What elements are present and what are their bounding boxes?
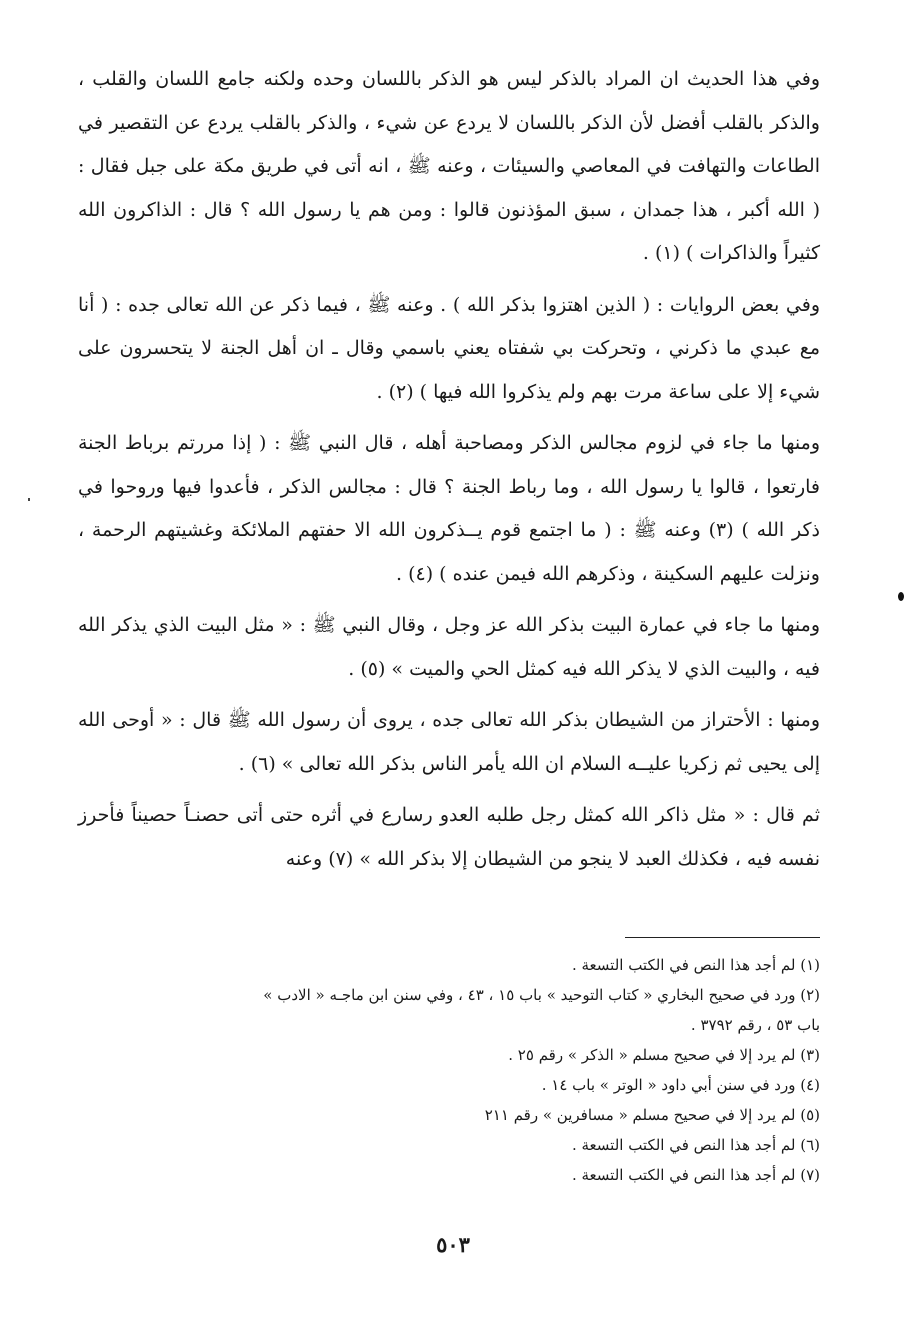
footnote-6: (٦) لم أجد هذا النص في الكتب التسعة . [571,1136,820,1154]
footnote-4: (٤) ورد في سنن أبي داود « الوتر » باب ١٤ . [541,1076,820,1094]
scan-speck [28,498,30,501]
footnote-2-continuation: باب ٥٣ ، رقم ٣٧٩٢ . [690,1016,820,1034]
main-text-block [78,58,820,881]
paragraph-narrations: وفي بعض الروايات : ( الذين اهتزوا بذكر الله ) . وعنه ﷺ ، فيما ذكر عن الله تعالى جده : ( أنا مع عبدي ما ذكرني ، وتحركت بي شفتاه يعني باسمي وقال ـ ان أهل الجنة لا يتحسرون على شيء إلا على ساعة مرت بهم ولم يذكروا الله فيها ) (٢) . [78,293,820,403]
paragraph-dhikr-meaning: وفي هذا الحديث ان المراد بالذكر ليس هو الذكر باللسان وحده ولكنه جامع اللسان والقلب ، والذكر بالقلب أفضل لأن الذكر باللسان لا يردع عن شيء ، والذكر بالقلب يردع عن التقصير في الطاعات والتهافت في المعاصي والسيئات ، وعنه ﷺ ، انه أتى في طريق مكة على جبل فقال : ( الله أكبر ، هذا جمدان ، سبق المؤذنون قالوا : ومن هم يا رسول الله ؟ قال : الذاكرون الله كثيراً والذاكرات ) (١) . [78,68,820,264]
footnote-3: (٣) لم يرد إلا في صحيح مسلم « الذكر » رقم ٢٥ . [508,1046,820,1064]
footnote-2: (٢) ورد في صحيح البخاري « كتاب التوحيد » باب ١٥ ، ٤٣ ، وفي سنن ابن ماجـه « الادب » [263,986,820,1004]
paragraph-dhikr-gatherings: ومنها ما جاء في لزوم مجالس الذكر ومصاحبة أهله ، قال النبي ﷺ : ( إذا مررتم برباط الجنة فارتعوا ، قالوا يا رسول الله ، وما رباط الجنة ؟ قال : مجالس الذكر ، فأعدوا فيها وروحوا في ذكر الله ) (٣) وعنه ﷺ : ( ما اجتمع قوم يــذكرون الله الا حفتهم الملائكة وغشيتهم الرحمة ، ونزلت عليهم السكينة ، وذكرهم الله فيمن عنده ) (٤) . [78,432,820,585]
paragraph-house-remembrance: ومنها ما جاء في عمارة البيت بذكر الله عز وجل ، وقال النبي ﷺ : « مثل البيت الذي يذكر الله فيه ، والبيت الذي لا يذكر الله فيه كمثل الحي والميت » (٥) . [78,614,820,680]
footnote-7: (٧) لم أجد هذا النص في الكتب التسعة . [571,1166,820,1184]
footnote-5: (٥) لم يرد إلا في صحيح مسلم « مسافرين » رقم ٢١١ [484,1106,820,1124]
page-number: ٥٠٣ [436,1232,470,1257]
scan-mark-dot [898,592,904,601]
footnote-1: (١) لم أجد هذا النص في الكتب التسعة . [571,956,820,974]
paragraph-protection-satan: ومنها : الأحتراز من الشيطان بذكر الله تعالى جده ، يروى أن رسول الله ﷺ قال : « أوحى الله إلى يحيى ثم زكريا عليــه السلام ان الله يأمر الناس بذكر الله تعالى » (٦) . [78,709,820,775]
footnote-separator [625,937,820,938]
paragraph-fortress-parable: ثم قال : « مثل ذاكر الله كمثل رجل طلبه العدو رسارع في أثره حتى أتى حصنـاً حصيناً فأحرز نفسه فيه ، فكذلك العبد لا ينجو من الشيطان إلا بذكر الله » (٧) وعنه [78,804,820,870]
footnotes-block [84,950,820,1190]
